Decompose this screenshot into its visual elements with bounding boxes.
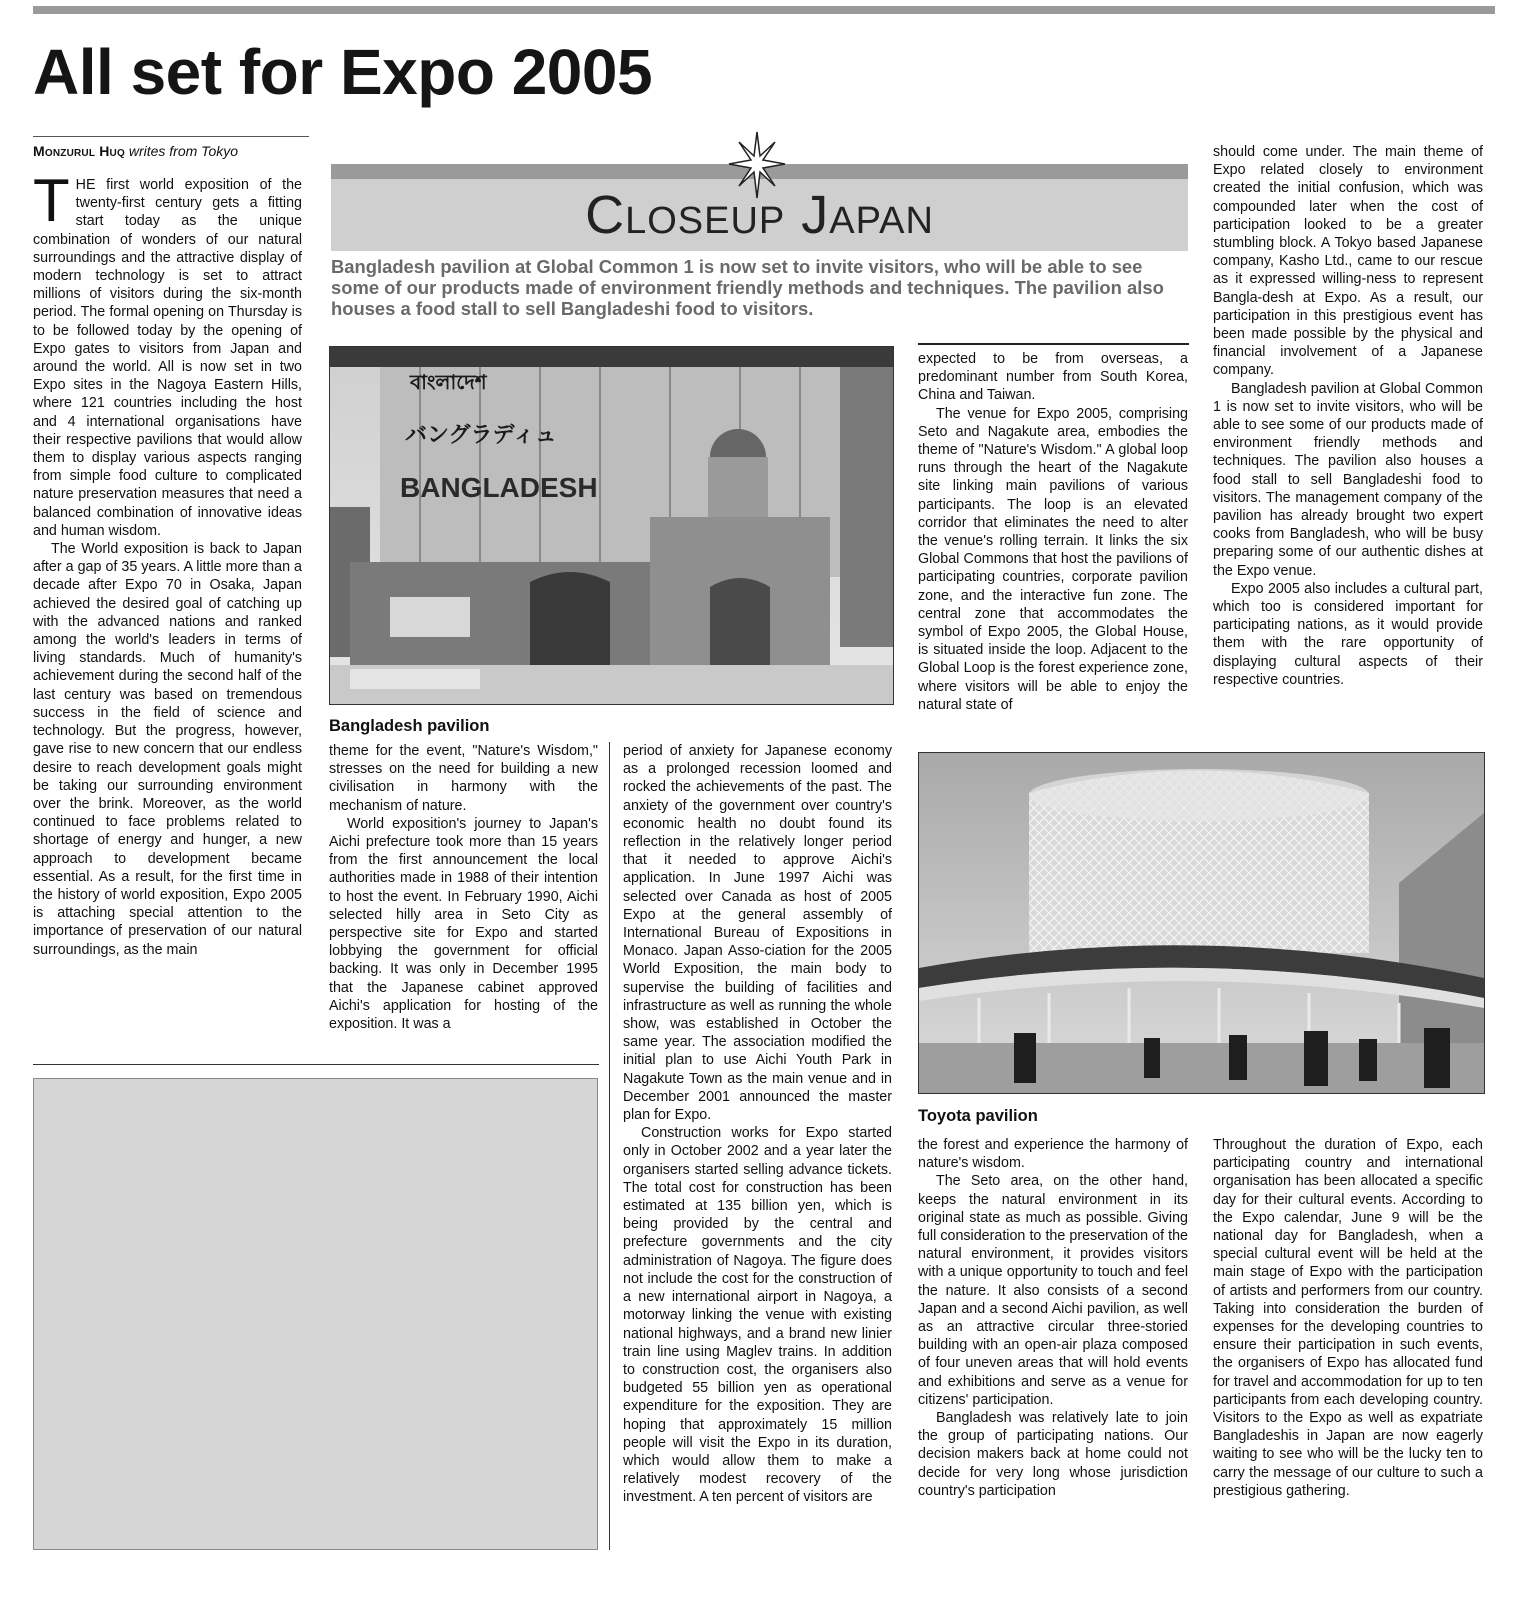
col5a-paragraph-2: Bangladesh pavilion at Global Common 1 is now set to invite visitors, who will be able to see some of our products made of environment friendly methods and techniques. The pavilion also houses a food stall to sell Bangladeshi food to visitors. The management company of the pavilion has already brought two expert cooks from Bangladesh, who will be busy preparing some of our authentic dishes at the Expo venue. <box>1213 380 1483 579</box>
byline-author: Monzurul Huq <box>33 143 125 159</box>
column-3 <box>623 742 892 1507</box>
column-4-top <box>918 350 1188 714</box>
sign-japanese: バングラディュ <box>405 423 557 448</box>
ad-rule <box>33 1064 599 1065</box>
col2-paragraph-1: theme for the event, "Nature's Wisdom," stresses on the need for building a new civilisation in harmony with the mechanism of nature. <box>329 743 598 814</box>
column-2 <box>329 742 598 1033</box>
column-1 <box>33 167 302 959</box>
headline: All set for Expo 2005 <box>33 36 653 108</box>
toyota-photo-caption: Toyota pavilion <box>918 1107 1038 1125</box>
column-5-top <box>1213 143 1483 689</box>
col5a-paragraph-3: Expo 2005 also includes a cultural part, which too is considered important for participating nations, as it would provide them with the rare opportunity of displaying cultural aspects of their respective countries. <box>1213 580 1483 688</box>
toyota-pavilion-photo <box>918 752 1485 1094</box>
byline <box>33 143 238 159</box>
col3-paragraph-2: Construction works for Expo started only in October 2002 and a year later the organisers started selling advance tickets. The total cost for construction has been estimated at 135 billion yen, which is being provided by the central and prefecture governments and the city administration of Nagoya. The figure does not include the cost for the construction of a new international airport in Nagoya, a motorway linking the venue with existing national highways, and a brand new linier train line using Maglev trains. In addition to construction cost, the organisers also budgeted 55 billion yen as operational expenditure for the exposition. They are hoping that approximately 15 million people will visit the Expo in its duration, which would allow them to make a relatively modest recovery of the investment. A ten percent of visitors are <box>623 1125 892 1506</box>
col4b-paragraph-3: Bangladesh was relatively late to join the group of participating nations. Our decision makers back at home could not decide for very long whose jurisdiction country's participation <box>918 1410 1188 1499</box>
byline-location: writes from Tokyo <box>128 143 239 159</box>
bangladesh-pavilion-photo <box>329 346 894 705</box>
sign-english: BANGLADESH <box>400 472 598 503</box>
sign-bengali: বাংলাদেশ <box>410 370 487 394</box>
col1-paragraph-1: HE first world exposition of the twenty-first century gets a fitting start today as the unique combination of wonders of our natural surroundings and the attractive display of modern technology is set to attract millions of visitors during the six-month period. The formal opening on Thursday is to be followed today by the opening of Expo gates to visitors from Japan and around the world. All is now set in two Expo sites in the Nagoya Eastern Hills, where 121 countries including the host and 4 international organisations have their respective pavilions that would allow them to display various aspects ranging from simple food culture to complicated nature preservation measures that need a balanced combination of innovative ideas and human wisdom. <box>33 177 302 539</box>
blank-ad-box <box>33 1078 598 1550</box>
col4b-paragraph-2: The Seto area, on the other hand, keeps the natural environment in its original state as much as possible. Giving full consideration to the preservation of the natural environment, it provides visitors with a unique opportunity to touch and feel the nature. It also consists of a second Japan and a second Aichi pavilion, as well as an attractive circular three-storied building with an open-air plaza composed of four uneven areas that will hold events and exhibitions and serve as a venue for citizens' participation. <box>918 1173 1188 1408</box>
bangladesh-photo-caption: Bangladesh pavilion <box>329 717 490 735</box>
col3-paragraph-1: period of anxiety for Japanese economy as a prolonged recession loomed and rocked the achievements of the past. The anxiety of the government over country's economic health no doubt found its reflection in the relatively longer period that it needed to approve Aichi's application. In June 1997 Aichi was selected over Canada as host of 2005 Expo at the general assembly of International Bureau of Expositions in Monaco. Japan Asso-ciation for the 2005 World Exposition, the main body to supervise the building of facilities and infrastructure as well as running the whole show, was established in October the same year. The association modified the initial plan to use Aichi Youth Park in Nagakute Town as the main venue and in December 2001 announced the master plan for Expo. <box>623 743 892 1124</box>
col4a-paragraph-2: The venue for Expo 2005, comprising Seto and Nagakute area, embodies the theme of "Nature's Wisdom." A global loop runs through the heart of the Nagakute site linking main pavilions of various participants. The loop is an elevated corridor that eliminates the need to alter the venue's rolling terrain. It links the six Global Commons that host the pavilions of participating countries, corporate pavilion zone, and the interactive fun zone. The central zone that accommodates the symbol of Expo 2005, the Global House, is situated inside the loop. Adjacent to the Global Loop is the forest experience zone, where visitors will be able to enjoy the natural state of <box>918 405 1188 713</box>
standfirst-rule <box>918 343 1189 345</box>
column-4-bottom <box>918 1136 1188 1500</box>
col5a-paragraph-1: should come under. The main theme of Expo related closely to environment created the initial confusion, which was compounded later when the cost of participation looked to be a greater stumbling block. A Tokyo based Japanese company, Kasho Ltd., came to our rescue as it expressed willing-ness to represent Bangla-desh at Expo. As a result, our participation in this prestigious event has been made possible by the physical and financial involvement of a Japanese company. <box>1213 144 1483 379</box>
col2-paragraph-2: World exposition's journey to Japan's Aichi prefecture took more than 15 years from the first announcement the local authorities made in 1988 of their intention to host the event. In February 1990, Aichi selected hilly area in Seto City as perspective site for Expo and started lobbying the government for official backing. It was only in December 1995 that the Japanese cabinet approved Aichi's application for hosting of the exposition. It was a <box>329 815 598 1033</box>
col1-paragraph-2: The World exposition is back to Japan after a gap of 35 years. A little more than a decade after Expo 70 in Osaka, Japan achieved the desired goal of catching up with the advanced nations and ranked among the world's leaders in terms of living standards. Much of humanity's achievement during the second half of the last century was based on tremendous success in the field of science and technology. But the progress, however, gave rise to new concern that our endless desire to reach development goals might be taking our surrounding environment over the brink. Moreover, as the world continued to face problems related to shortage of energy and hunger, a new approach to development became essential. As a result, for the first time in the history of world exposition, Expo 2005 is attaching special attention to the importance of preservation of our natural surroundings, as the main <box>33 541 302 958</box>
section-title: Closeup Japan <box>585 185 934 245</box>
drop-cap: T <box>33 167 70 234</box>
column-5-bottom <box>1213 1136 1483 1500</box>
col4a-paragraph-1: expected to be from overseas, a predominant number from South Korea, China and Taiwan. <box>918 351 1188 404</box>
col5b-paragraph-1: Throughout the duration of Expo, each participating country and international organisation has been allocated a specific day for their cultural events. According to the Expo calendar, June 9 will be the national day for Bangladesh, when a special cultural event will be held at the main stage of Expo with the participation of artists and performers from our country. Taking into consideration the burden of expenses for the developing countries to ensure their participation in such events, the organisers of Expo has allocated fund for travel and accommodation for up to ten participants from each developing country. Visitors to the Expo as well as expatriate Bangladeshis in Japan are now eagerly waiting to see who will be the lucky ten to carry the message of our culture to such a prestigious gathering. <box>1213 1137 1483 1499</box>
standfirst: Bangladesh pavilion at Global Common 1 is now set to invite visitors, who will be able to see some of our products made of environment friendly methods and techniques. The pavilion also houses a food stall to sell Bangladeshi food to visitors. <box>331 256 1164 319</box>
col4b-paragraph-1: the forest and experience the harmony of nature's wisdom. <box>918 1137 1188 1172</box>
top-rule <box>33 6 1495 14</box>
column-divider <box>609 742 610 1550</box>
byline-rule <box>33 136 309 137</box>
